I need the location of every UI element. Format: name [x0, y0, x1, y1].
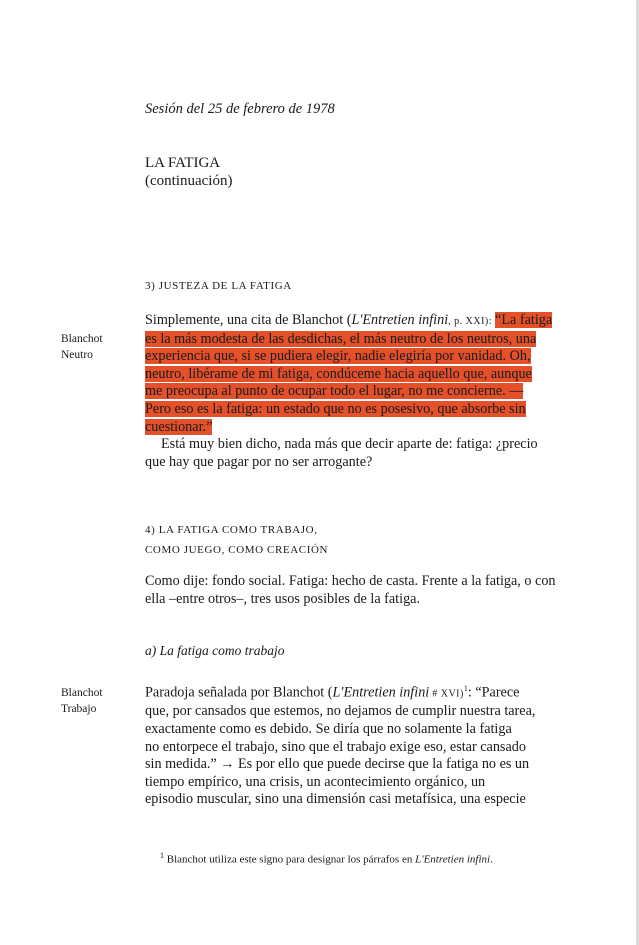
footnote-marker: 1 — [463, 684, 468, 693]
highlighted-quote: neutro, libérame de mi fatiga, condúceme hacia aquello que, aunque — [145, 365, 532, 382]
intro-text: Paradoja señalada por Blanchot ( — [145, 684, 333, 701]
paragraph-line: episodio muscular, sino una dimensión casi metafísica, una especie — [145, 791, 526, 808]
session-date: Sesión del 25 de febrero de 1978 — [145, 101, 335, 117]
paragraph-ref: # XVI) — [429, 688, 464, 700]
paragraph-line: que hay que pagar por no ser arrogante? — [145, 453, 373, 470]
paragraph-line — [145, 680, 573, 703]
paragraph-line: que, por cansados que estemos, no dejamos de cumplir nuestra tarea, — [145, 703, 536, 720]
heading-line: COMO JUEGO, COMO CREACIÓN — [145, 544, 329, 556]
footnote-work-title: L'Entretien infini — [415, 853, 491, 866]
margin-note-trabajo — [61, 685, 103, 717]
paragraph-line: sin medida.” → Es por ello que puede decirse que la fatiga no es un — [145, 756, 530, 773]
paragraph-line: tiempo empírico, una crisis, un acontecimiento orgánico, un — [145, 773, 486, 790]
section-3-heading: 3) JUSTEZA DE LA FATIGA — [145, 280, 292, 292]
quote-line — [145, 366, 573, 384]
margin-note-neutro — [61, 331, 103, 363]
heading-line: 4) LA FATIGA COMO TRABAJO, — [145, 524, 318, 536]
paragraph-line: Está muy bien dicho, nada más que decir aparte de: fatiga: ¿precio — [161, 436, 538, 453]
highlighted-quote: es la más modesta de las desdichas, el más neutro de los neutros, una — [145, 330, 537, 347]
quote-line — [145, 331, 573, 349]
highlighted-quote: me preocupa al punto de ocupar todo el lugar, no me concierne. — — [145, 383, 524, 400]
margin-note-line: Neutro — [61, 349, 93, 361]
paragraph-line — [145, 312, 573, 331]
margin-note-line: Trabajo — [61, 703, 97, 715]
quote-line — [145, 348, 573, 366]
section-3-paragraph — [145, 312, 573, 471]
page-ref: , p. XXI): — [448, 316, 496, 327]
quote-line — [145, 401, 573, 419]
quote-line — [145, 419, 573, 437]
chapter-title — [145, 154, 232, 190]
section-4-heading — [145, 520, 328, 560]
paragraph-line: ella –entre otros–, tres usos posibles de la fatiga. — [145, 590, 421, 607]
subsection-a-heading: a) La fatiga como trabajo — [145, 643, 285, 658]
chapter-title-main: LA FATIGA — [145, 155, 221, 171]
margin-note-line: Blanchot — [61, 333, 103, 345]
subsection-a-paragraph — [145, 680, 573, 809]
work-title: L'Entretien infini — [332, 684, 430, 701]
margin-note-line: Blanchot — [61, 687, 103, 699]
chapter-title-sub: (continuación) — [145, 173, 233, 189]
footnote-number: 1 — [160, 851, 164, 860]
quote-line — [145, 383, 573, 401]
section-4-paragraph — [145, 573, 573, 608]
highlighted-quote: Pero eso es la fatiga: un estado que no es posesivo, que absorbe sin — [145, 400, 526, 417]
work-title: L'Entretien infini — [351, 312, 449, 328]
footnote-end: . — [490, 853, 493, 866]
highlighted-quote: “La fatiga — [495, 312, 553, 328]
intro-text: Simplemente, una cita de Blanchot ( — [145, 312, 352, 328]
highlighted-quote: experiencia que, si se pudiera elegir, nadie elegiría por vanidad. Oh, — [145, 348, 531, 365]
highlighted-quote: cuestionar.” — [145, 418, 213, 435]
quote-start: : “Parece — [467, 684, 520, 701]
footnote-text: Blanchot utiliza este signo para designar los párrafos en — [164, 853, 416, 866]
paragraph-line: no entorpece el trabajo, sino que el trabajo exige eso, estar cansado — [145, 738, 526, 755]
paragraph-line: Como dije: fondo social. Fatiga: hecho de casta. Frente a la fatiga, o con — [145, 573, 556, 589]
paragraph-line: exactamente como es debido. Se diría que no solamente la fatiga — [145, 720, 512, 737]
footnote — [160, 851, 493, 866]
